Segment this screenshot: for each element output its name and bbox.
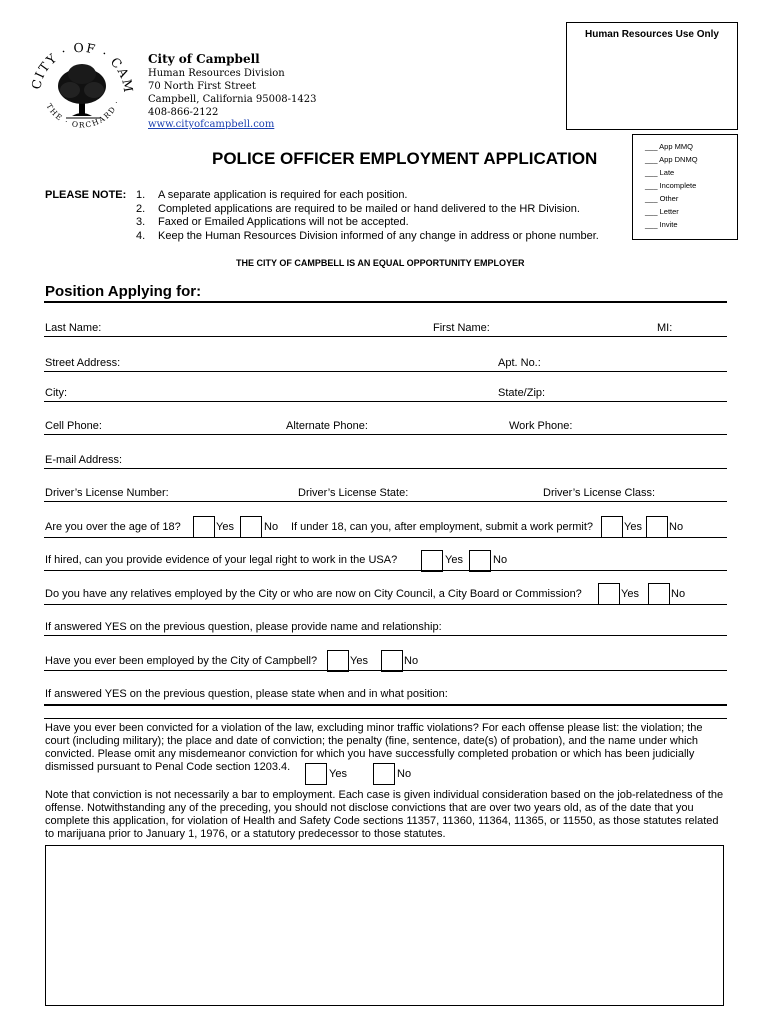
permit-question: If under 18, can you, after employment, submit a work permit?: [291, 521, 594, 533]
street-line[interactable]: [44, 371, 727, 372]
state-zip-label: State/Zip:: [498, 387, 546, 399]
apt-label: Apt. No.:: [498, 357, 541, 369]
street-label: Street Address:: [45, 357, 121, 369]
hr-item: ___ Late: [645, 168, 675, 177]
note-number: 4.: [136, 230, 146, 242]
hr-item: ___ App MMQ: [645, 142, 693, 151]
email-label: E-mail Address:: [45, 454, 123, 466]
hr-checklist: [645, 140, 698, 231]
age-no-checkbox[interactable]: [240, 516, 262, 538]
relatives-question: Do you have any relatives employed by the City or who are now on City Council, a City Board or Commission?: [45, 588, 582, 600]
employed-followup-line2[interactable]: [44, 718, 727, 719]
permit-no-checkbox[interactable]: [646, 516, 668, 538]
employed-question: Have you ever been employed by the City of Campbell?: [45, 655, 318, 667]
phone-line[interactable]: [44, 434, 727, 435]
yes-label: Yes: [624, 521, 642, 533]
alt-phone-label: Alternate Phone:: [286, 420, 368, 432]
hr-item: ___ App DNMQ: [645, 155, 698, 164]
please-note-label: PLEASE NOTE:: [45, 189, 127, 201]
hr-item: ___ Incomplete: [645, 181, 697, 190]
relatives-line: [44, 604, 727, 605]
division: Human Resources Division: [148, 68, 285, 79]
no-label: No: [669, 521, 684, 533]
yes-label: Yes: [445, 554, 463, 566]
dl-line[interactable]: [44, 501, 727, 502]
cell-phone-label: Cell Phone:: [45, 420, 102, 432]
note-number: 1.: [136, 189, 146, 201]
first-name-label: First Name:: [433, 322, 490, 334]
note-text: Completed applications are required to be mailed or hand delivered to the HR Division.: [158, 203, 580, 215]
age-line: [44, 537, 727, 538]
yes-label: Yes: [216, 521, 234, 533]
svg-text:CITY · OF · CAMPBELL: CITY · OF · CAM: [28, 39, 137, 95]
employed-followup: If answered YES on the previous question, please state when and in what position:: [45, 688, 448, 700]
yes-label: Yes: [350, 655, 368, 667]
page-title: POLICE OFFICER EMPLOYMENT APPLICATION: [212, 149, 598, 168]
relatives-followup: If answered YES on the previous question, please provide name and relationship:: [45, 621, 442, 633]
conviction-question: Have you ever been convicted for a violation of the law, excluding minor traffic violations? For each offense please list: the violation; the court (including military); the place and date of conviction; the penalty (fine, sentence, date(s) of probation), and the name under which convicted. Please omit any misdemeanor conviction for which you have successfully completed probation or which has been judicially dismissed pursuant to Penal Code section 1203.4.: [45, 722, 703, 773]
note-text: Faxed or Emailed Applications will not be accepted.: [158, 216, 409, 228]
last-name-label: Last Name:: [45, 322, 102, 334]
permit-yes-checkbox[interactable]: [601, 516, 623, 538]
convicted-no-checkbox[interactable]: [373, 763, 395, 785]
phone: 408-866-2122: [148, 107, 219, 118]
convicted-yes-checkbox[interactable]: [305, 763, 327, 785]
city-seal: [26, 30, 138, 142]
relatives-no-checkbox[interactable]: [648, 583, 670, 605]
employed-line: [44, 670, 727, 671]
legal-question: If hired, can you provide evidence of your legal right to work in the USA?: [45, 554, 398, 566]
position-heading: Position Applying for:: [45, 283, 202, 300]
work-phone-label: Work Phone:: [509, 420, 573, 432]
conviction-details-textarea[interactable]: [45, 845, 724, 1006]
age-question: Are you over the age of 18?: [45, 521, 181, 533]
no-label: No: [404, 655, 419, 667]
email-line[interactable]: [44, 468, 727, 469]
note-number: 3.: [136, 216, 146, 228]
note-text: A separate application is required for each position.: [158, 189, 408, 201]
conviction-note: Note that conviction is not necessarily a bar to employment. Each case is given individual consideration based on the job-relatedness of the offense. Notwithstanding any of the preceding, you should not disclose convictions that are over two years old, as of the date that you complete this application, for violation of Health and Safety Code sections 11357, 11360, 11364, 11365, or 11550, as those statutes related to marijuana prior to January 1, 1976, or a statutory predecessor to those statutes.: [45, 789, 724, 840]
position-line[interactable]: [44, 301, 727, 303]
no-label: No: [264, 521, 279, 533]
hr-use-only-box: [566, 22, 738, 130]
dl-state-label: Driver’s License State:: [298, 487, 409, 499]
note-number: 2.: [136, 203, 146, 215]
hr-checklist-box: [632, 134, 738, 240]
relatives-followup-line[interactable]: [44, 635, 727, 636]
org-name: City of Campbell: [148, 52, 260, 66]
city-line[interactable]: [44, 401, 727, 402]
no-label: No: [671, 588, 686, 600]
svg-text:THE · ORCHARD · CITY: THE · ORCHARD ·: [44, 98, 122, 130]
address-line2: Campbell, California 95008-1423: [148, 94, 317, 105]
hr-item: ___ Other: [645, 194, 679, 203]
no-label: No: [493, 554, 508, 566]
employed-no-checkbox[interactable]: [381, 650, 403, 672]
legal-line: [44, 570, 727, 571]
mi-label: MI:: [657, 322, 673, 334]
dl-number-label: Driver’s License Number:: [45, 487, 169, 499]
hr-item: ___ Invite: [645, 220, 678, 229]
no-label: No: [397, 768, 412, 780]
city-label: City:: [45, 387, 67, 399]
yes-label: Yes: [329, 768, 347, 780]
website-link[interactable]: www.cityofcampbell.com: [148, 119, 275, 130]
note-text: Keep the Human Resources Division informed of any change in address or phone number.: [158, 230, 599, 242]
legal-no-checkbox[interactable]: [469, 550, 491, 572]
name-line[interactable]: [44, 336, 727, 337]
relatives-yes-checkbox[interactable]: [598, 583, 620, 605]
address-line1: 70 North First Street: [148, 81, 256, 92]
employed-followup-line[interactable]: [44, 704, 727, 706]
age-yes-checkbox[interactable]: [193, 516, 215, 538]
eeo-statement: THE CITY OF CAMPBELL IS AN EQUAL OPPORTUNITY EMPLOYER: [236, 258, 525, 268]
employed-yes-checkbox[interactable]: [327, 650, 349, 672]
dl-class-label: Driver’s License Class:: [543, 487, 656, 499]
yes-label: Yes: [621, 588, 639, 600]
legal-yes-checkbox[interactable]: [421, 550, 443, 572]
hr-box-title: Human Resources Use Only: [585, 29, 719, 40]
hr-item: ___ Letter: [645, 207, 679, 216]
